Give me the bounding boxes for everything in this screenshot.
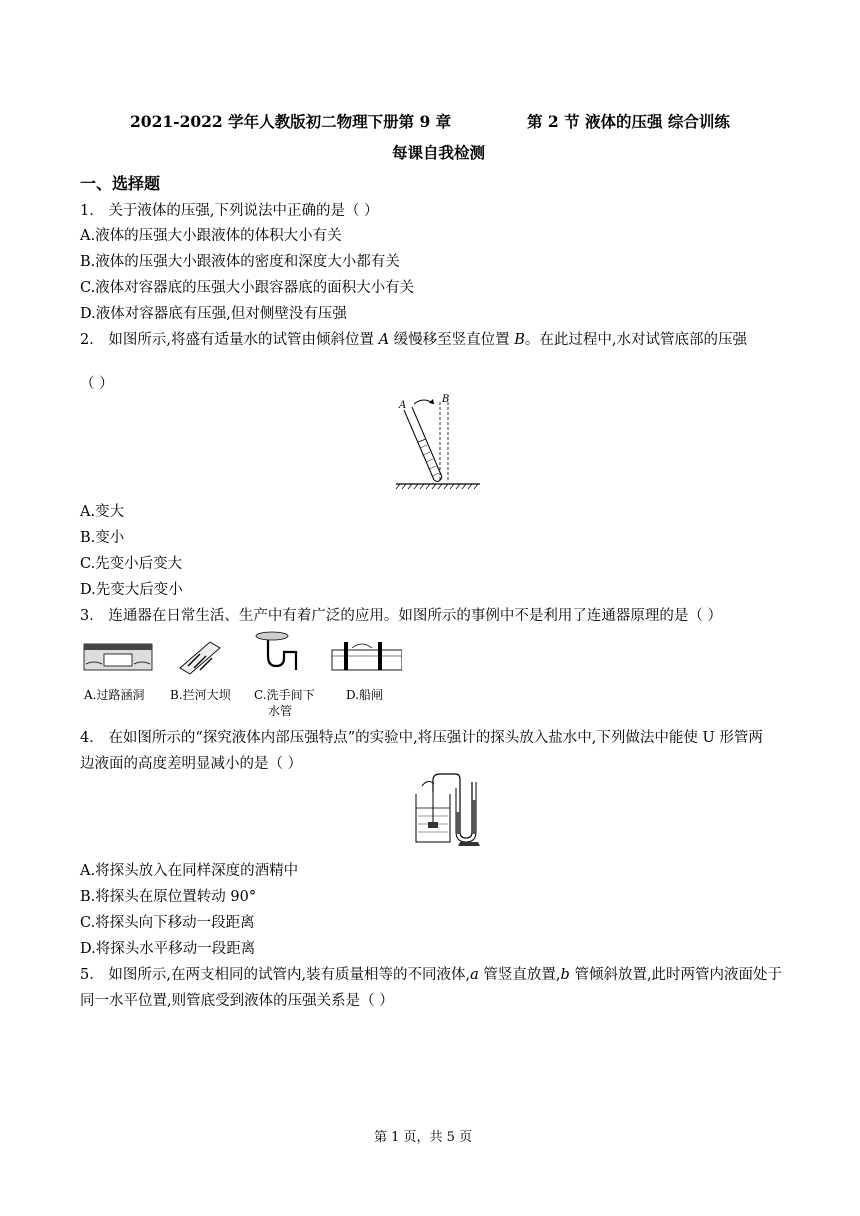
fig-label-b: B [442, 394, 450, 405]
q4-option-d: D.将探头水平移动一段距离 [80, 941, 256, 957]
q4-option-b: B.将探头在原位置转动 90° [80, 889, 257, 905]
q5-stem-1 [80, 963, 782, 984]
test-tube-figure [394, 392, 484, 492]
q2-option-a: A.变大 [80, 504, 125, 520]
q2-answer-paren: （ ） [80, 376, 114, 392]
q5-var-a: a [470, 967, 479, 983]
q3-stem: 3． 连通器在日常生活、生产中有着广泛的应用。如图所示的事例中不是利用了连通器原理的是（ ） [80, 608, 722, 624]
q5-stem-c: 管倾斜放置,此时两管内液面处于 [569, 967, 783, 983]
page-footer: 第 1 页，共 5 页 [374, 1130, 473, 1145]
q1-stem: 1． 关于液体的压强,下列说法中正确的是（ ） [80, 203, 379, 219]
q2-stem-a: 2． 如图所示,将盛有适量水的试管由倾斜位置 [80, 332, 379, 348]
section-heading: 一、选择题 [80, 174, 161, 193]
q4-option-a: A.将探头放入在同样深度的酒精中 [80, 863, 299, 879]
q3-caption-c2: 水管 [268, 704, 293, 718]
q1-option-b: B.液体的压强大小跟液体的密度和深度大小都有关 [80, 254, 400, 270]
q5-var-b: b [560, 967, 570, 983]
q2-option-b: B.变小 [80, 530, 125, 546]
q2-stem-c: 。在此过程中,水对试管底部的压强 [524, 332, 748, 348]
fig-label-a: A [399, 400, 407, 411]
q2-var-b: B [514, 332, 525, 348]
pressure-gauge-figure [410, 772, 490, 848]
q2-stem [80, 328, 747, 349]
q3-caption-b: B.拦河大坝 [170, 688, 231, 702]
q4-stem-2: 边液面的高度差明显减小的是（ ） [80, 756, 303, 772]
q1-option-c: C.液体对容器底的压强大小跟容器底的面积大小有关 [80, 280, 415, 296]
q2-option-c: C.先变小后变大 [80, 556, 183, 572]
q4-option-c: C.将探头向下移动一段距离 [80, 915, 255, 931]
q5-stem-b: 管竖直放置, [478, 967, 561, 983]
title-left: 2021-2022 学年人教版初二物理下册第 9 章 [130, 112, 452, 131]
q3-caption-c1: C.洗手间下 [254, 688, 315, 702]
q3-caption-d: D.船闸 [346, 688, 384, 702]
q2-stem-b: 缓慢移至竖直位置 [389, 332, 515, 348]
q3-caption-a: A.过路涵洞 [84, 688, 145, 702]
title-right: 第 2 节 液体的压强 综合训练 [527, 112, 730, 131]
subtitle: 每课自我检测 [392, 143, 486, 162]
q1-option-d: D.液体对容器底有压强,但对侧壁没有压强 [80, 306, 347, 322]
q1-option-a: A.液体的压强大小跟液体的体积大小有关 [80, 228, 342, 244]
q5-stem-2: 同一水平位置,则管底受到液体的压强关系是（ ） [80, 993, 394, 1009]
q5-stem-a: 5． 如图所示,在两支相同的试管内,装有质量相等的不同液体, [80, 967, 471, 983]
q2-var-a: A [378, 332, 390, 348]
q4-stem-1: 4． 在如图所示的“探究液体内部压强特点”的实验中,将压强计的探头放入盐水中,下列做法中能使 U 形管两 [80, 730, 763, 746]
q2-option-d: D.先变大后变小 [80, 582, 183, 598]
q3-figures [82, 630, 402, 684]
